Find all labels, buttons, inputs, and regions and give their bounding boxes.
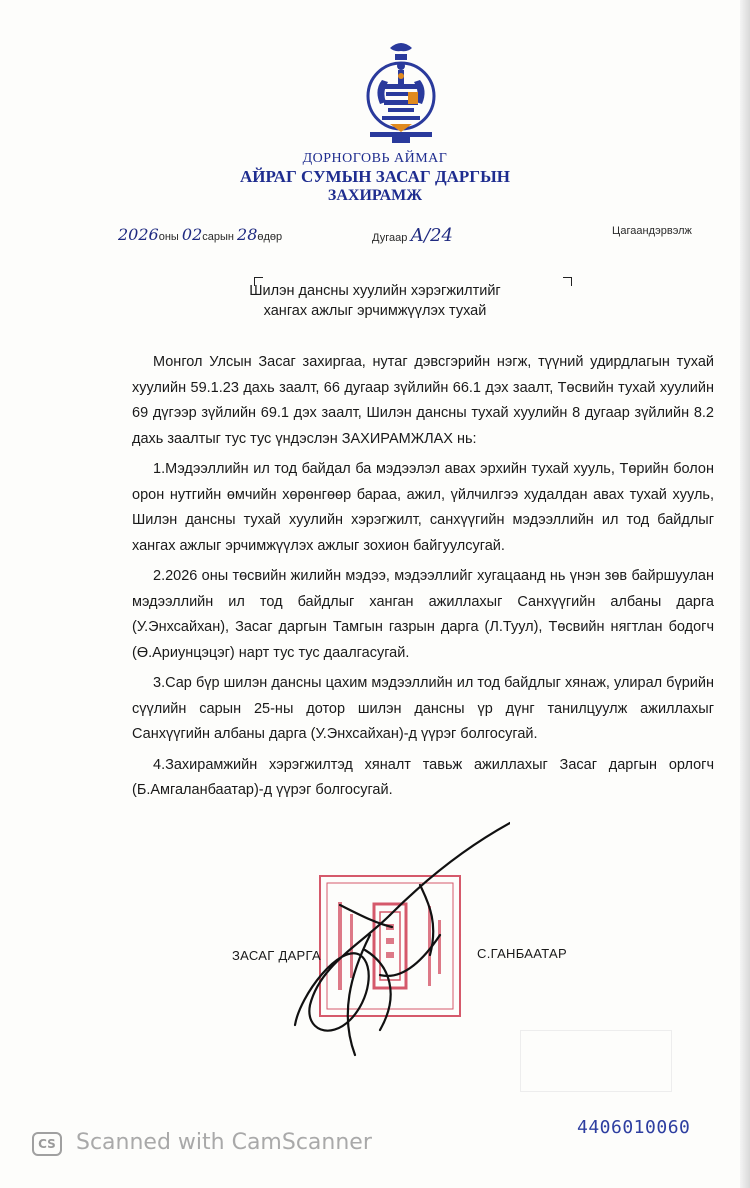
camscanner-logo-icon: CS [32, 1132, 62, 1156]
camscanner-text: Scanned with CamScanner [76, 1130, 372, 1155]
body-paragraph: 2.2026 оны төсвийн жилийн мэдээ, мэдээллийг хугацаанд нь үнэн зөв байршуулан мэдээллийн ил тод байдлыг ханган ажиллахыг Санхүүгийн албаны дарга (У.Энхсайхан), Засаг даргын Тамгын газрын дарга (Л.Туул), Төсвийн нягтлан бодогч (Ө.Ариунцэцэг) нарт тус тус даалгасугай. [132, 568, 714, 661]
date-month: 02 [181, 225, 203, 244]
state-emblem-icon [362, 40, 440, 144]
doc-number-field [372, 225, 453, 246]
title-line-1: Шилэн дансны хуулийн хэрэгжилтийг [249, 283, 501, 299]
body-paragraph: 3.Сар бүр шилэн дансны цахим мэдээллийн ил тод байдлыг хянаж, улирал бүрийн сүүлийн сарын 25-ны дотор шилэн дансны үр дүнг танилцуулж ажиллахыг Санхүүгийн албаны дарга (У.Энхсайхан)-д үүрэг болгосугай. [132, 675, 714, 742]
date-month-suffix: сарын [202, 231, 234, 243]
signer-position: ЗАСАГ ДАРГА [232, 948, 321, 963]
header-doc-type: ЗАХИРАМЖ [327, 187, 423, 204]
date-year-suffix: оны [158, 231, 179, 243]
handwritten-signature [280, 815, 510, 1065]
doc-number-label: Дугаар [372, 232, 408, 244]
header-province: ДОРНОГОВЬ АЙМАГ [302, 151, 448, 166]
scanner-watermark [0, 1127, 750, 1163]
document-title [0, 281, 750, 321]
date-field [118, 225, 282, 244]
signer-name: С.ГАНБААТАР [477, 946, 567, 961]
date-year: 2026 [118, 225, 159, 244]
serial-number: 4406010060 [577, 1117, 691, 1138]
page-edge-shadow [740, 0, 750, 1188]
date-day: 28 [237, 225, 258, 244]
body-paragraph: Монгол Улсын Засаг захиргаа, нутаг дэвсгэрийн нэгж, түүний удирдлагын тухай хуулийн 59.1.23 дахь заалт, 66 дугаар зүйлийн 66.1 дэх заалт, Төсвийн тухай хуулийн 69 дүгээр зүйлийн 69.1 дэх заалт, Шилэн дансны тухай хуулийн 8 дугаар зүйлийн 8.2 дахь заалтыг тус тус үндэслэн ЗАХИРАМЖЛАХ нь: [132, 354, 714, 447]
body-paragraph: 4.Захирамжийн хэрэгжилтэд хяналт тавьж ажиллахыг Засаг даргын орлогч (Б.Амгаланбаатар)-д үүрэг болгосугай. [132, 756, 714, 798]
date-day-suffix: өдөр [257, 231, 283, 243]
header-office: АЙРАГ СУМЫН ЗАСАГ ДАРГЫН [239, 167, 511, 186]
document-body [132, 350, 714, 809]
body-paragraph: 1.Мэдээллийн ил тод байдал ба мэдээлэл авах эрхийн тухай хууль, Төрийн болон орон нутгийн өмчийн хөрөнгөөр бараа, ажил, үйлчилгээ худалдан авах тухай хууль, Шилэн дансны тухай хуулийн хэрэгжилт, санхүүгийн мэдээллийн ил тод байдлыг хангах ажлыг эрчимжүүлэх ажлыг зохион байгуулсугай. [132, 461, 714, 554]
doc-number-value: А/24 [410, 225, 453, 246]
place-name: Цагаандэрвэлж [612, 225, 692, 237]
faint-paper-mark [520, 1030, 672, 1092]
title-line-2: хангах ажлыг эрчимжүүлэх тухай [263, 303, 487, 319]
